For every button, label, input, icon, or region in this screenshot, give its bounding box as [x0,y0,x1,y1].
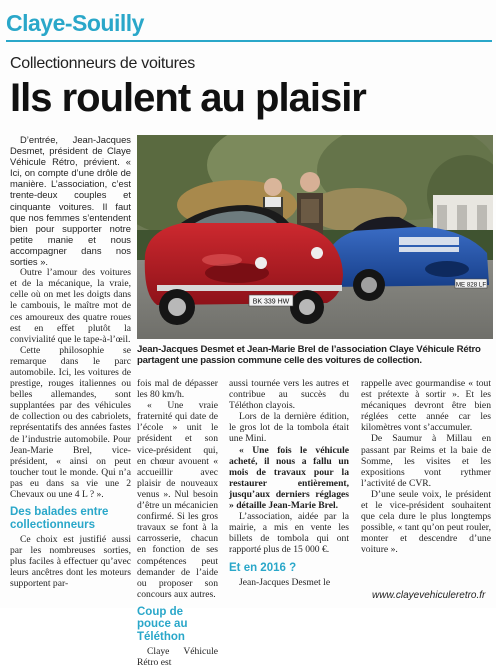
body-paragraph: Jean-Jacques Desmet le [239,577,331,588]
body-paragraph: aussi tournée vers les autres et contribue au succès du Téléthon clayois. [229,378,349,412]
article-column-2 [137,378,218,669]
body-paragraph: D’une seule voix, le président et le vice-président souhaitent que cela dure le plus longtemps possible, « tant qu’on peut rouler, monter et descendre d’une voiture ». [361,488,491,556]
body-paragraph: fois mal de dépasser les 80 km/h. [137,378,218,401]
body-paragraph: Outre l’amour des voitures et de la mécanique, la vraie, celle où on met les doigts dans le cambouis, le maître mot de ces amoureux des quatre roues est en effet plutôt la convivialité que le tape-à-l’œil. [10,267,131,345]
body-paragraph: Claye Véhicule Rétro est [137,646,218,669]
body-paragraph: « Une fois le véhicule acheté, il nous a fallu un mois de travaux pour la restaurer entièrement, jusqu’aux derniers réglages » détaille Jean-Marie Brel. [229,444,349,512]
photo-caption: Jean-Jacques Desmet et Jean-Marie Brel de l’association Claye Véhicule Rétro partagent une passion commune celle des voitures de collection. [137,344,481,366]
section-title: Claye-Souilly [6,10,144,36]
subheading: Coup de pouce au Téléthon [137,605,188,643]
body-paragraph: Ce choix est justifié aussi par les nombreuses sorties, plus faciles à effectuer qu’avec leurs ancêtres dont les moteurs supportent par- [10,534,131,590]
website-link[interactable]: www.clayevehiculeretro.fr [372,590,486,601]
plate-right: ME 828 LF [455,281,487,289]
body-paragraph: rappelle avec gourmandise « tout est prétexte à sortir ». Et les mécaniques devront être bien réglées cette année car les kilomètres vont s’accumuler. [361,378,491,434]
body-paragraph: L’association, aidée par la mairie, a mis en vente les billets de tombola qui ont rapporté plus de 15 000 €. [229,511,349,556]
article-column-3 [229,378,349,588]
classic-cars-photo [137,135,493,339]
subheading: Et en 2016 ? [229,561,297,574]
plate-left: BK 339 HW [252,298,290,306]
article-kicker: Collectionneurs de voitures [10,55,195,72]
intro-paragraph: D’entrée, Jean-Jacques Desmet, président de Claye Véhicule Rétro, prévient. « Ici, on compte d’une drôle de manière. L’association, c’est trente-deux couples et cinquante voitures. Il faut que nos femmes s’entendent bien pour supporter notre petite manie et nous accompagner dans nos sorties ». [10,134,131,268]
body-paragraph: Cette philosophie se remarque dans le parc automobile. Ici, les voitures de prestige, rouges italiennes ou belles allemandes, sont supplantées par des véhicules de collection ou des cabriolets, représentatifs des années fastes de l’industrie automobile. Pour Jean-Marie Brel, vice-président, « ainsi on peut toucher tout le monde. Qui n’a pas eu dans sa vie une 2 Chevaux ou une 4 L ? ». [10,344,131,500]
subheading: Des balades entre collectionneurs [10,506,109,531]
body-paragraph: « Une vraie fraternité qui date de l’école » unit le président et son vice-président qui, en chœur avouent « accueillir avec plaisir de nouveaux venus ». Nul besoin d’être un mécanicien confirmé. Si les gros travaux se font à la carrosserie, chacun en fonction de ses compétences peut demander de l’aide ou proposer son concours aux autres. [137,400,218,600]
body-paragraph: Lors de la dernière édition, le gros lot de la tombola était une Mini. [229,411,349,445]
body-paragraph: De Saumur à Millau en passant par Reims et la baie de Somme, les visites et les expositions vont rythmer l’activité de CVR. [361,433,491,489]
article-column-1 [10,134,131,590]
article-headline: Ils roulent au plaisir [10,76,366,120]
article-photo [137,135,493,339]
section-divider [6,40,492,42]
article-column-4 [361,378,491,556]
